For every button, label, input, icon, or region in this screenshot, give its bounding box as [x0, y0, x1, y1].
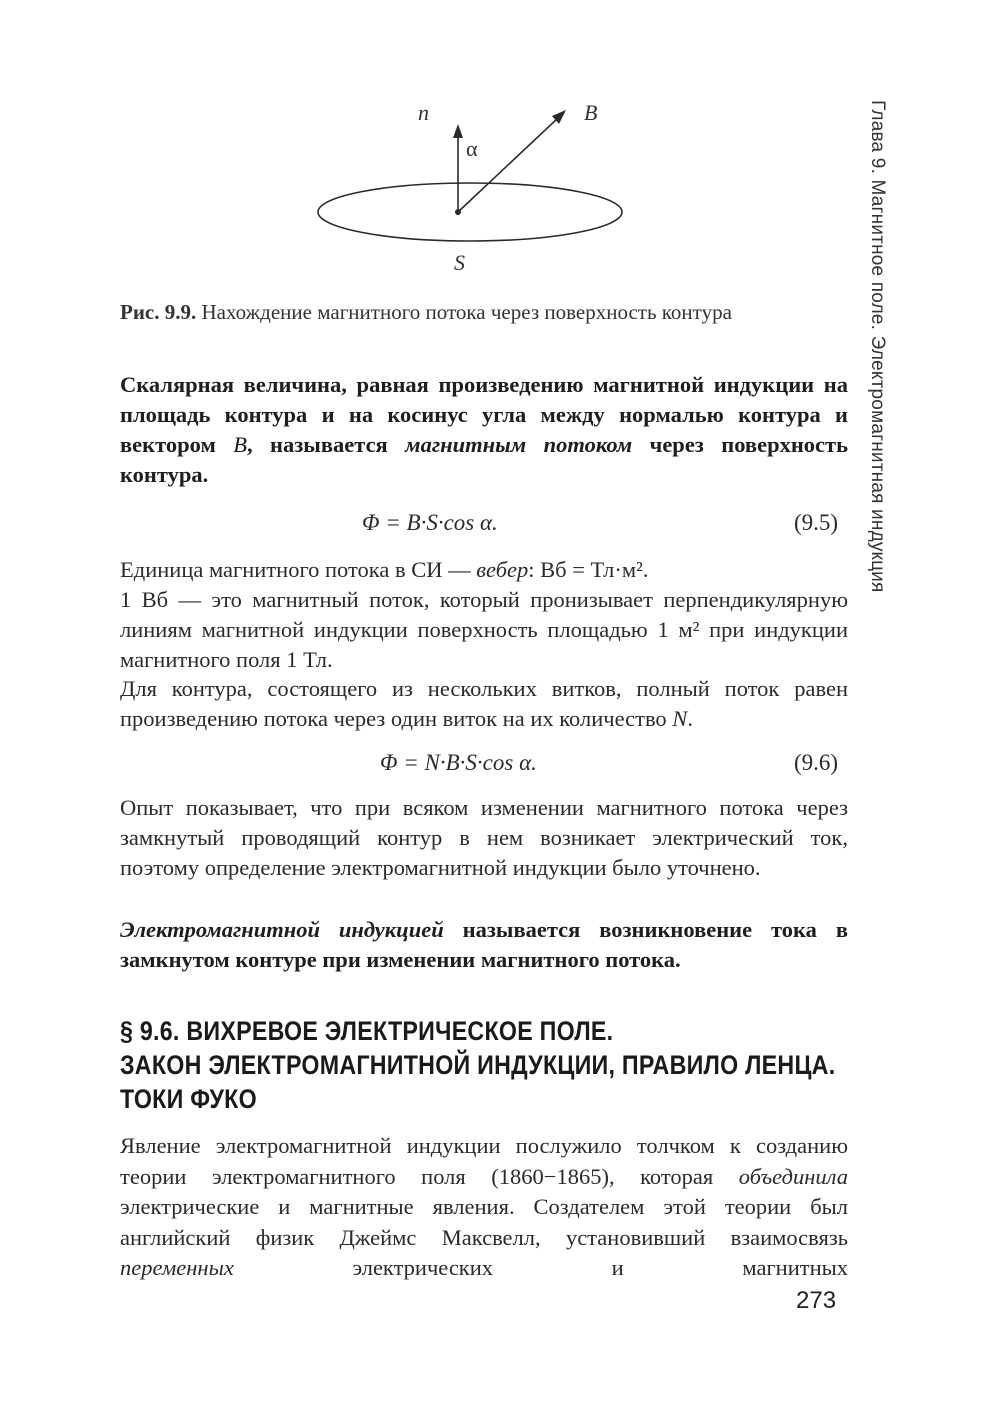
label-s: S	[454, 250, 465, 275]
formula-9-6: Φ = N·B·S·cos α.	[380, 750, 537, 775]
formula-9-5: Φ = B·S·cos α.	[362, 510, 498, 535]
section-heading-line2: ЗАКОН ЭЛЕКТРОМАГНИТНОЙ ИНДУКЦИИ, ПРАВИЛО ЛЕНЦА.	[120, 1050, 836, 1080]
unit-text2: : Вб = Тл·м².	[528, 557, 649, 582]
term-magnetic-flux: магнитным потоком	[405, 432, 633, 457]
multi-turn-end: .	[687, 706, 693, 731]
unit-text1: Единица магнитного потока в СИ —	[120, 557, 477, 582]
origin-point	[455, 209, 461, 215]
induction-vector-line	[458, 118, 558, 212]
page-number: 273	[796, 1287, 837, 1314]
figure-flux-diagram	[300, 92, 640, 282]
label-b: B	[584, 100, 598, 125]
label-n: n	[418, 100, 429, 125]
intro-paragraph	[120, 1131, 848, 1284]
vector-b: B	[233, 432, 247, 457]
def2-rest: называется возникновение тока в замкнутом контуре при изменении магнитного потока.	[120, 917, 848, 972]
multi-turn-text: Для контура, состоящего из нескольких витков, полный поток равен произведению потока через один виток на их количество	[120, 676, 848, 731]
weber-definition: 1 Вб — это магнитный поток, который пронизывает перпендикулярную линиям магнитной индукции поверхность площадью 1 м² при индукции магнитного поля 1 Тл.	[120, 587, 848, 672]
equation-number-9-5: (9.5)	[794, 510, 839, 535]
contour-ellipse	[318, 183, 622, 241]
def1-part1: Скалярная величина, равная произведению магнитной индукции на площадь контура и на косинус угла между нормалью контура и вектором	[120, 372, 848, 457]
intro-text2: электрические и магнитные явления. Создателем этой теории был английский физик Джеймс Максвелл, установивший взаимосвязь	[120, 1194, 848, 1250]
var-n: N	[672, 706, 688, 731]
def1-part2: , называется	[246, 432, 406, 457]
unit-weber: вебер	[476, 557, 529, 582]
section-heading	[120, 1014, 835, 1116]
unit-line	[120, 557, 649, 583]
definition-em-induction	[120, 915, 848, 975]
term-em-induction: Электромагнитной индукцией	[120, 917, 444, 942]
multi-turn-paragraph	[120, 674, 848, 734]
intro-italic1: объединила	[738, 1163, 848, 1189]
def1-part3: через поверхность контура.	[120, 432, 848, 487]
experiment-paragraph: Опыт показывает, что при всяком изменении магнитного потока через замкнутый проводящий контур в нем возникает электрический ток, поэтому определение электромагнитной индукции было уточнено.	[120, 795, 848, 880]
running-head-text: Глава 9. Магнитное поле. Электромагнитная индукция	[867, 100, 888, 593]
label-alpha: α	[466, 136, 478, 161]
caption-text: Нахождение магнитного потока через поверхность контура	[196, 300, 732, 324]
definition-magnetic-flux	[120, 370, 848, 490]
figure-caption	[120, 300, 840, 325]
equation-number-9-6: (9.6)	[794, 750, 839, 775]
section-heading-line1: § 9.6. ВИХРЕВОЕ ЭЛЕКТРИЧЕСКОЕ ПОЛЕ.	[120, 1016, 614, 1046]
caption-number: Рис. 9.9.	[120, 300, 197, 324]
intro-text3: электрических и магнитных	[233, 1255, 848, 1280]
intro-italic2: переменных	[120, 1255, 234, 1280]
normal-vector-arrowhead	[453, 124, 463, 138]
section-heading-line3: ТОКИ ФУКО	[120, 1084, 257, 1114]
intro-text1: Явление электромагнитной индукции послужило толчком к созданию теории электромагнитного поля (1860−1865), которая	[120, 1133, 848, 1189]
running-head	[862, 100, 892, 620]
